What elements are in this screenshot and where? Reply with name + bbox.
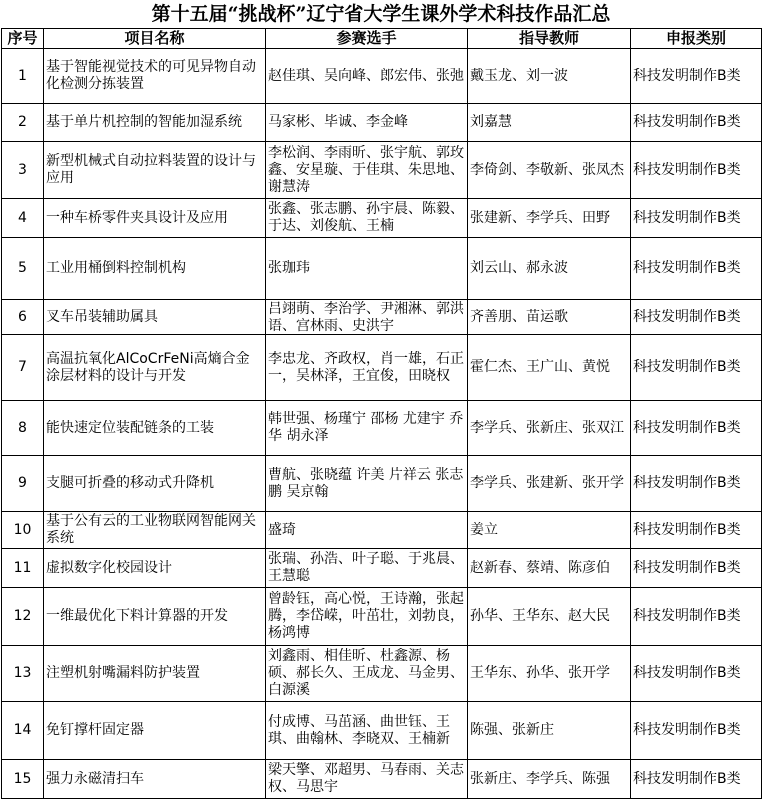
table-row <box>2 760 762 799</box>
table-body <box>2 49 762 799</box>
cell-project-text: 高温抗氧化AlCoCrFeNi高熵合金涂层材料的设计与开发 <box>46 350 250 384</box>
cell-participants-text: 梁天擎、邓超男、马春雨、关志权、马思宇 <box>268 762 464 795</box>
cell-advisors-text: 李学兵、张新庄、张双江 <box>470 419 624 436</box>
cell-project <box>44 335 266 401</box>
cell-index-text: 7 <box>18 359 27 375</box>
cell-project <box>44 199 266 238</box>
cell-category-text: 科技发明制作B类 <box>633 359 741 375</box>
cell-project-text: 一维最优化下料计算器的开发 <box>46 608 228 624</box>
table-row <box>2 238 762 300</box>
cell-project <box>44 300 266 335</box>
cell-index <box>2 238 44 300</box>
cell-index-text: 9 <box>18 475 27 491</box>
cell-advisors <box>468 335 631 401</box>
cell-advisors-text: 戴玉龙、刘一波 <box>470 67 568 84</box>
table-row <box>2 456 762 512</box>
cell-project-text: 免钉撑杆固定器 <box>46 722 144 738</box>
cell-project-text: 基于智能视觉技术的可见异物自动化检测分拣装置 <box>46 59 256 92</box>
cell-advisors-text: 张新庄、李学兵、陈强 <box>470 770 610 787</box>
cell-index-text: 3 <box>18 161 27 178</box>
cell-index-text: 6 <box>18 308 27 325</box>
cell-index <box>2 549 44 588</box>
page-title: 第十五届“挑战杯”辽宁省大学生课外学术科技作品汇总 <box>151 3 611 25</box>
cell-category <box>631 142 762 199</box>
cell-advisors <box>468 512 631 549</box>
cell-category-text: 科技发明制作B类 <box>633 665 741 681</box>
cell-category-text: 科技发明制作B类 <box>633 770 741 787</box>
table-row <box>2 549 762 588</box>
cell-category <box>631 456 762 512</box>
table-row <box>2 335 762 401</box>
cell-participants <box>266 104 468 142</box>
cell-participants <box>266 199 468 238</box>
cell-category-text: 科技发明制作B类 <box>633 209 741 226</box>
cell-participants-text: 刘鑫雨、相佳昕、杜鑫源、杨硕、郝长久、王成龙、马金男、白源溪 <box>268 648 464 698</box>
cell-category <box>631 199 762 238</box>
header-index: 序号 <box>2 29 44 49</box>
cell-project-text: 支腿可折叠的移动式升降机 <box>46 475 214 491</box>
cell-participants <box>266 588 468 646</box>
cell-category <box>631 702 762 760</box>
cell-category <box>631 104 762 142</box>
cell-participants <box>266 142 468 199</box>
cell-participants-text: 曾龄钰，高心悦，王诗瀚，张起腾，李岱嵘，叶茁壮，刘勃良，杨鸿博 <box>268 591 464 641</box>
cell-category-text: 科技发明制作B类 <box>633 521 741 538</box>
cell-index-text: 15 <box>13 770 32 787</box>
cell-category-text: 科技发明制作B类 <box>633 559 741 576</box>
cell-advisors <box>468 238 631 300</box>
cell-project <box>44 588 266 646</box>
cell-advisors <box>468 49 631 104</box>
cell-advisors <box>468 646 631 702</box>
cell-project-text: 一种车桥零件夹具设计及应用 <box>46 209 228 226</box>
cell-index-text: 11 <box>13 559 32 576</box>
cell-participants-text: 曹航、张晓蕴 许美 片祥云 张志鹏 吴京翰 <box>268 466 464 500</box>
cell-index-text: 13 <box>13 665 32 681</box>
cell-category-text: 科技发明制作B类 <box>633 722 741 738</box>
cell-participants-text: 盛琦 <box>268 521 296 538</box>
cell-index-text: 10 <box>13 521 32 538</box>
cell-participants-text: 韩世强、杨瑾宁 邵杨 尤建宇 乔华 胡永泽 <box>268 411 464 444</box>
table-row <box>2 300 762 335</box>
cell-category <box>631 238 762 300</box>
cell-index <box>2 335 44 401</box>
cell-category-text: 科技发明制作B类 <box>633 475 741 491</box>
table-row <box>2 702 762 760</box>
cell-project <box>44 49 266 104</box>
cell-category <box>631 300 762 335</box>
table-row <box>2 49 762 104</box>
cell-project-text: 工业用桶倒料控制机构 <box>46 260 186 276</box>
cell-participants <box>266 401 468 456</box>
table-row <box>2 401 762 456</box>
cell-index-text: 12 <box>13 608 32 624</box>
cell-participants-text: 李松润、李雨昕、张宇航、郭玫鑫、安星璇、于佳琪、朱思地、谢慧涛 <box>268 144 464 195</box>
cell-participants-text: 吕翊萌、李治学、尹湘淋、郭洪语、宫林雨、史洪宇 <box>268 300 464 334</box>
cell-participants-text: 赵佳琪、吴向峰、郎宏伟、张弛 <box>268 67 464 84</box>
cell-project-text: 新型机械式自动拉料装置的设计与应用 <box>46 153 256 186</box>
cell-index <box>2 49 44 104</box>
cell-advisors <box>468 588 631 646</box>
header-advisors: 指导教师 <box>468 29 631 49</box>
cell-index <box>2 199 44 238</box>
cell-project <box>44 646 266 702</box>
cell-index-text: 5 <box>18 260 27 276</box>
cell-participants <box>266 760 468 799</box>
cell-category-text: 科技发明制作B类 <box>633 67 741 84</box>
cell-advisors <box>468 702 631 760</box>
cell-project <box>44 760 266 799</box>
cell-project <box>44 401 266 456</box>
cell-category-text: 科技发明制作B类 <box>633 419 741 436</box>
cell-project-text: 叉车吊装辅助属具 <box>46 308 158 325</box>
cell-advisors-text: 齐善朋、苗运歌 <box>470 308 568 325</box>
cell-participants-text: 李忠龙、齐政权，肖一雄，石正一，吴林泽，王宜俊，田晓权 <box>268 350 464 384</box>
cell-advisors-text: 赵新春、蔡靖、陈彦伯 <box>470 559 610 576</box>
cell-participants <box>266 512 468 549</box>
cell-participants <box>266 702 468 760</box>
table-row <box>2 646 762 702</box>
cell-index <box>2 300 44 335</box>
cell-index-text: 2 <box>18 114 27 130</box>
header-participants: 参赛选手 <box>266 29 468 49</box>
cell-index <box>2 456 44 512</box>
cell-advisors-text: 李倚剑、李敬新、张凤杰 <box>470 161 624 178</box>
cell-index <box>2 646 44 702</box>
cell-category <box>631 646 762 702</box>
cell-index <box>2 760 44 799</box>
cell-category-text: 科技发明制作B类 <box>633 114 741 130</box>
cell-index <box>2 588 44 646</box>
cell-advisors-text: 李学兵、张建新、张开学 <box>470 475 624 491</box>
cell-advisors <box>468 142 631 199</box>
header-category: 申报类别 <box>631 29 762 49</box>
header-project: 项目名称 <box>44 29 266 49</box>
cell-category <box>631 49 762 104</box>
cell-participants <box>266 335 468 401</box>
cell-advisors <box>468 456 631 512</box>
cell-index <box>2 401 44 456</box>
table-row <box>2 104 762 142</box>
cell-category-text: 科技发明制作B类 <box>633 161 741 178</box>
cell-project <box>44 142 266 199</box>
cell-advisors-text: 王华东、孙华、张开学 <box>470 665 610 681</box>
cell-index <box>2 702 44 760</box>
cell-index <box>2 512 44 549</box>
cell-participants <box>266 549 468 588</box>
cell-advisors-text: 姜立 <box>470 521 498 538</box>
cell-advisors-text: 张建新、李学兵、田野 <box>470 209 610 226</box>
cell-participants <box>266 300 468 335</box>
cell-participants <box>266 646 468 702</box>
cell-category <box>631 588 762 646</box>
cell-advisors-text: 霍仁杰、王广山、黄悦 <box>470 359 610 375</box>
cell-advisors <box>468 300 631 335</box>
cell-project-text: 虚拟数字化校园设计 <box>46 559 172 576</box>
table-row <box>2 588 762 646</box>
cell-category <box>631 760 762 799</box>
cell-category-text: 科技发明制作B类 <box>633 308 741 325</box>
cell-advisors <box>468 104 631 142</box>
cell-project <box>44 104 266 142</box>
cell-project <box>44 702 266 760</box>
cell-project-text: 强力永磁清扫车 <box>46 770 144 787</box>
cell-advisors-text: 刘嘉慧 <box>470 114 512 130</box>
cell-category-text: 科技发明制作B类 <box>633 608 741 624</box>
cell-category <box>631 549 762 588</box>
cell-participants <box>266 456 468 512</box>
table-row <box>2 142 762 199</box>
cell-participants-text: 张瑞、孙浩、叶子聪、于兆晨、王慧聪 <box>268 551 464 584</box>
table-row <box>2 199 762 238</box>
cell-category <box>631 512 762 549</box>
cell-advisors-text: 陈强、张新庄 <box>470 722 554 738</box>
cell-project-text: 基于单片机控制的智能加湿系统 <box>46 114 242 130</box>
cell-project <box>44 238 266 300</box>
cell-participants-text: 张鑫、张志鹏、孙宇晨、陈毅、于达、刘俊航、王楠 <box>268 201 464 234</box>
cell-advisors <box>468 401 631 456</box>
cell-advisors <box>468 199 631 238</box>
table-header-row <box>2 29 762 49</box>
cell-participants-text: 马家彬、毕诚、李金峰 <box>268 114 408 130</box>
cell-advisors <box>468 760 631 799</box>
cell-advisors <box>468 549 631 588</box>
cell-project <box>44 512 266 549</box>
cell-index <box>2 142 44 199</box>
cell-project <box>44 549 266 588</box>
works-table <box>1 28 762 799</box>
cell-category <box>631 335 762 401</box>
cell-index-text: 1 <box>18 67 27 84</box>
cell-index-text: 14 <box>13 722 32 738</box>
cell-advisors-text: 孙华、王华东、赵大民 <box>470 608 610 624</box>
cell-index-text: 4 <box>18 209 27 226</box>
cell-participants-text: 张珈玮 <box>268 260 310 276</box>
cell-project-text: 基于公有云的工业物联网智能网关系统 <box>46 513 256 546</box>
cell-project <box>44 456 266 512</box>
cell-participants <box>266 49 468 104</box>
cell-category-text: 科技发明制作B类 <box>633 260 741 276</box>
cell-participants <box>266 238 468 300</box>
cell-index-text: 8 <box>18 419 27 436</box>
table-row <box>2 512 762 549</box>
cell-project-text: 注塑机射嘴漏料防护装置 <box>46 665 200 681</box>
cell-advisors-text: 刘云山、郝永波 <box>470 260 568 276</box>
cell-category <box>631 401 762 456</box>
cell-project-text: 能快速定位装配链条的工装 <box>46 419 214 436</box>
cell-index <box>2 104 44 142</box>
cell-participants-text: 付成博、马茁涵、曲世钰、王琪、曲翰林、李晓双、王楠新 <box>268 713 450 747</box>
